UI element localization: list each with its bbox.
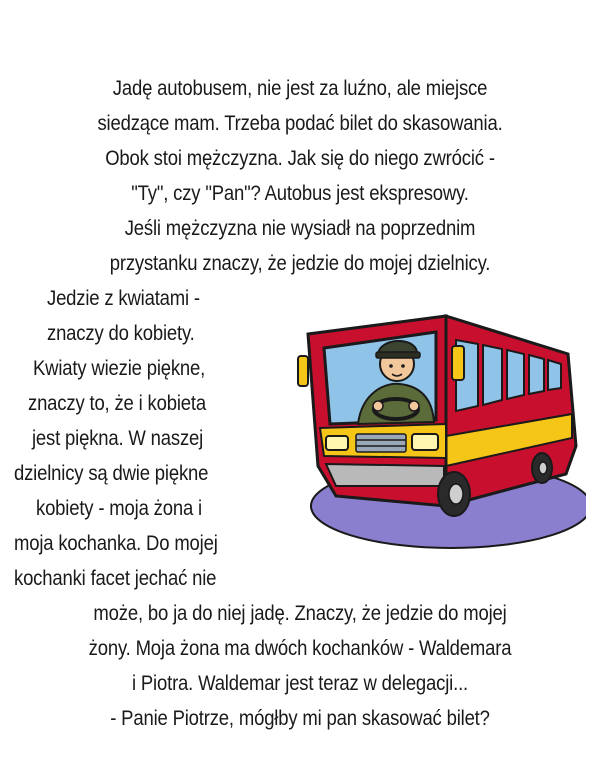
story-line: Obok stoi mężczyzna. Jak się do niego zwrócić - bbox=[105, 146, 495, 170]
story-line: jest piękna. W naszej bbox=[32, 426, 204, 450]
story-line: znaczy to, że i kobieta bbox=[28, 391, 206, 415]
story-line: "Ty", czy "Pan"? Autobus jest ekspresowy. bbox=[131, 181, 469, 205]
headlight bbox=[326, 436, 348, 450]
story-line: dzielnicy są dwie piękne bbox=[14, 461, 209, 485]
story-line: kochanki facet jechać nie bbox=[14, 566, 217, 590]
headlight bbox=[412, 434, 438, 450]
bus-with-driver-icon bbox=[296, 296, 586, 551]
story-line: znaczy do kobiety. bbox=[47, 321, 195, 345]
story-line: może, bo ja do niej jadę. Znaczy, że jedzie do mojej bbox=[93, 601, 507, 625]
story-line: żony. Moja żona ma dwóch kochanków - Waldemara bbox=[88, 636, 512, 660]
story-line: Jedzie z kwiatami - bbox=[47, 286, 200, 310]
story-line: moja kochanka. Do mojej bbox=[14, 531, 218, 555]
wheel bbox=[438, 472, 470, 516]
side-mirror bbox=[452, 346, 464, 380]
story-line: Kwiaty wiezie piękne, bbox=[33, 356, 206, 380]
wheel bbox=[532, 453, 552, 483]
story-line: Jeśli mężczyzna nie wysiadł na poprzednim bbox=[124, 216, 476, 240]
side-mirror bbox=[298, 356, 308, 386]
grille bbox=[356, 434, 406, 452]
story-line: Jadę autobusem, nie jest za luźno, ale miejsce bbox=[112, 76, 488, 100]
story-line: siedzące mam. Trzeba podać bilet do skasowania. bbox=[97, 111, 503, 135]
story-line: - Panie Piotrze, mógłby mi pan skasować bilet? bbox=[110, 706, 490, 730]
story-line: i Piotra. Waldemar jest teraz w delegacji... bbox=[131, 671, 469, 695]
story-line: przystanku znaczy, że jedzie do mojej dzielnicy. bbox=[109, 251, 491, 275]
story-line: kobiety - moja żona i bbox=[36, 496, 202, 520]
bumper bbox=[326, 464, 444, 486]
